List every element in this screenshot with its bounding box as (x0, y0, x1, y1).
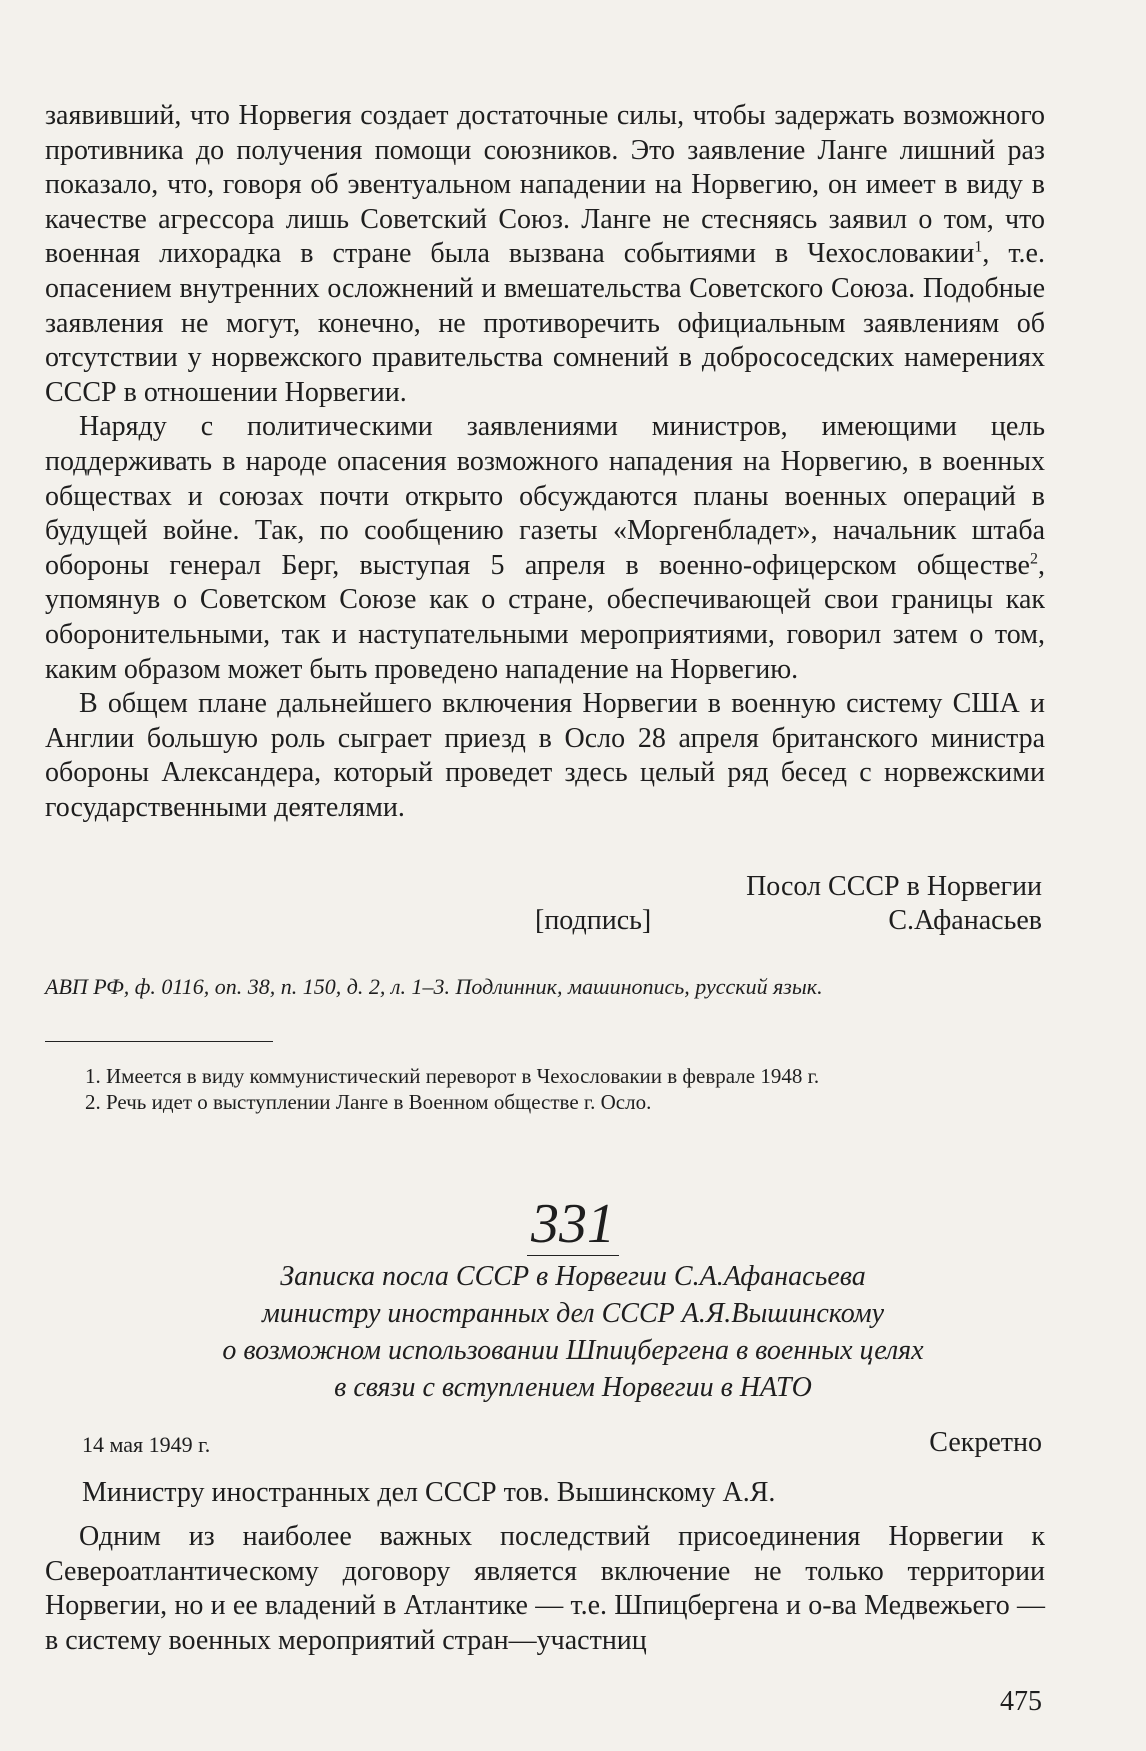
footnote-ref-2: 2 (1030, 550, 1038, 568)
paragraph-4: Одним из наиболее важных последствий присоединения Норвегии к Североатлантическому договору является включение не только территории Норвегии, но и ее владений в Атлантике — т.е. Шпицбергена и о-ва Медвежьего — в систему военных мероприятий стран—участниц (45, 1521, 1045, 1656)
body-text-top (45, 99, 1045, 825)
signature-mark: [подпись] (535, 905, 652, 936)
footnote-2: 2. Речь идет о выступлении Ланге в Военном обществе г. Осло. (85, 1090, 652, 1114)
footnote-divider (45, 1041, 273, 1042)
title-line-4: в связи с вступлением Норвегии в НАТО (334, 1372, 812, 1403)
signature-name: С.Афанасьев (888, 905, 1042, 936)
paragraph-1-part-a: заявивший, что Норвегия создает достаточные силы, чтобы задержать возможного противника до получения помощи союзников. Это заявление Ланге лишний раз показало, что, говоря об эвентуальном нападении на Норвегию, он имеет в виду в качестве агрессора лишь Советский Союз. Ланге не стесняясь заявил о том, что военная лихорадка в стране была вызвана событиями в Чехословакии (45, 100, 1045, 270)
signature-position: Посол СССР в Норвегии (746, 871, 1042, 902)
title-line-1: Записка посла СССР в Норвегии С.А.Афанасьева (280, 1261, 866, 1292)
archive-reference: АВП РФ, ф. 0116, оп. 38, п. 150, д. 2, л. 1–3. Подлинник, машинопись, русский язык. (45, 974, 823, 999)
paragraph-2 (45, 410, 1045, 687)
paragraph-1-part-b: , т.е. опасением внутренних осложнений и вмешательства Советского Союза. Подобные заявления не могут, конечно, не противоречить официальным заявлениям об отсутствии у норвежского правительства сомнений в добрососедских намерениях СССР в отношении Норвегии. (45, 238, 1045, 408)
paragraph-3: В общем плане дальнейшего включения Норвегии в военную систему США и Англии большую роль сыграет приезд в Осло 28 апреля британского министра обороны Александера, который проведет здесь целый ряд бесед с норвежскими государственными деятелями. (45, 688, 1045, 823)
page-number: 475 (1000, 1686, 1042, 1717)
document-title (120, 1258, 1026, 1406)
paragraph-2-part-b: , упомянув о Советском Союзе как о стране, обеспечивающей свои границы как оборонительными, так и наступательными мероприятиями, говорил затем о том, каким образом может быть проведено нападение на Норвегию. (45, 549, 1045, 685)
body-text-bottom (45, 1520, 1045, 1658)
document-date: 14 мая 1949 г. (82, 1432, 211, 1457)
classification-label: Секретно (929, 1427, 1042, 1458)
footnote-ref-1: 1 (974, 239, 983, 257)
paragraph-2-part-a: Наряду с политическими заявлениями министров, имеющими цель поддерживать в народе опасения возможного нападения на Норвегию, в военных обществах и союзах почти открыто обсуждаются планы военных операций в будущей войне. Так, по сообщению газеты «Моргенбладет», начальник штаба обороны генерал Берг, выступая 5 апреля в военно-офицерском обществе (45, 411, 1045, 581)
title-line-3: о возможном использовании Шпицбергена в военных целях (222, 1335, 924, 1366)
addressee-line: Министру иностранных дел СССР тов. Вышинскому А.Я. (82, 1477, 776, 1508)
document-number (0, 1194, 1146, 1254)
title-line-2: министру иностранных дел СССР А.Я.Вышинскому (261, 1298, 885, 1329)
footnote-1: 1. Имеется в виду коммунистический переворот в Чехословакии в феврале 1948 г. (85, 1064, 820, 1088)
document-number-text: 331 (527, 1193, 619, 1256)
paragraph-1 (45, 99, 1045, 410)
